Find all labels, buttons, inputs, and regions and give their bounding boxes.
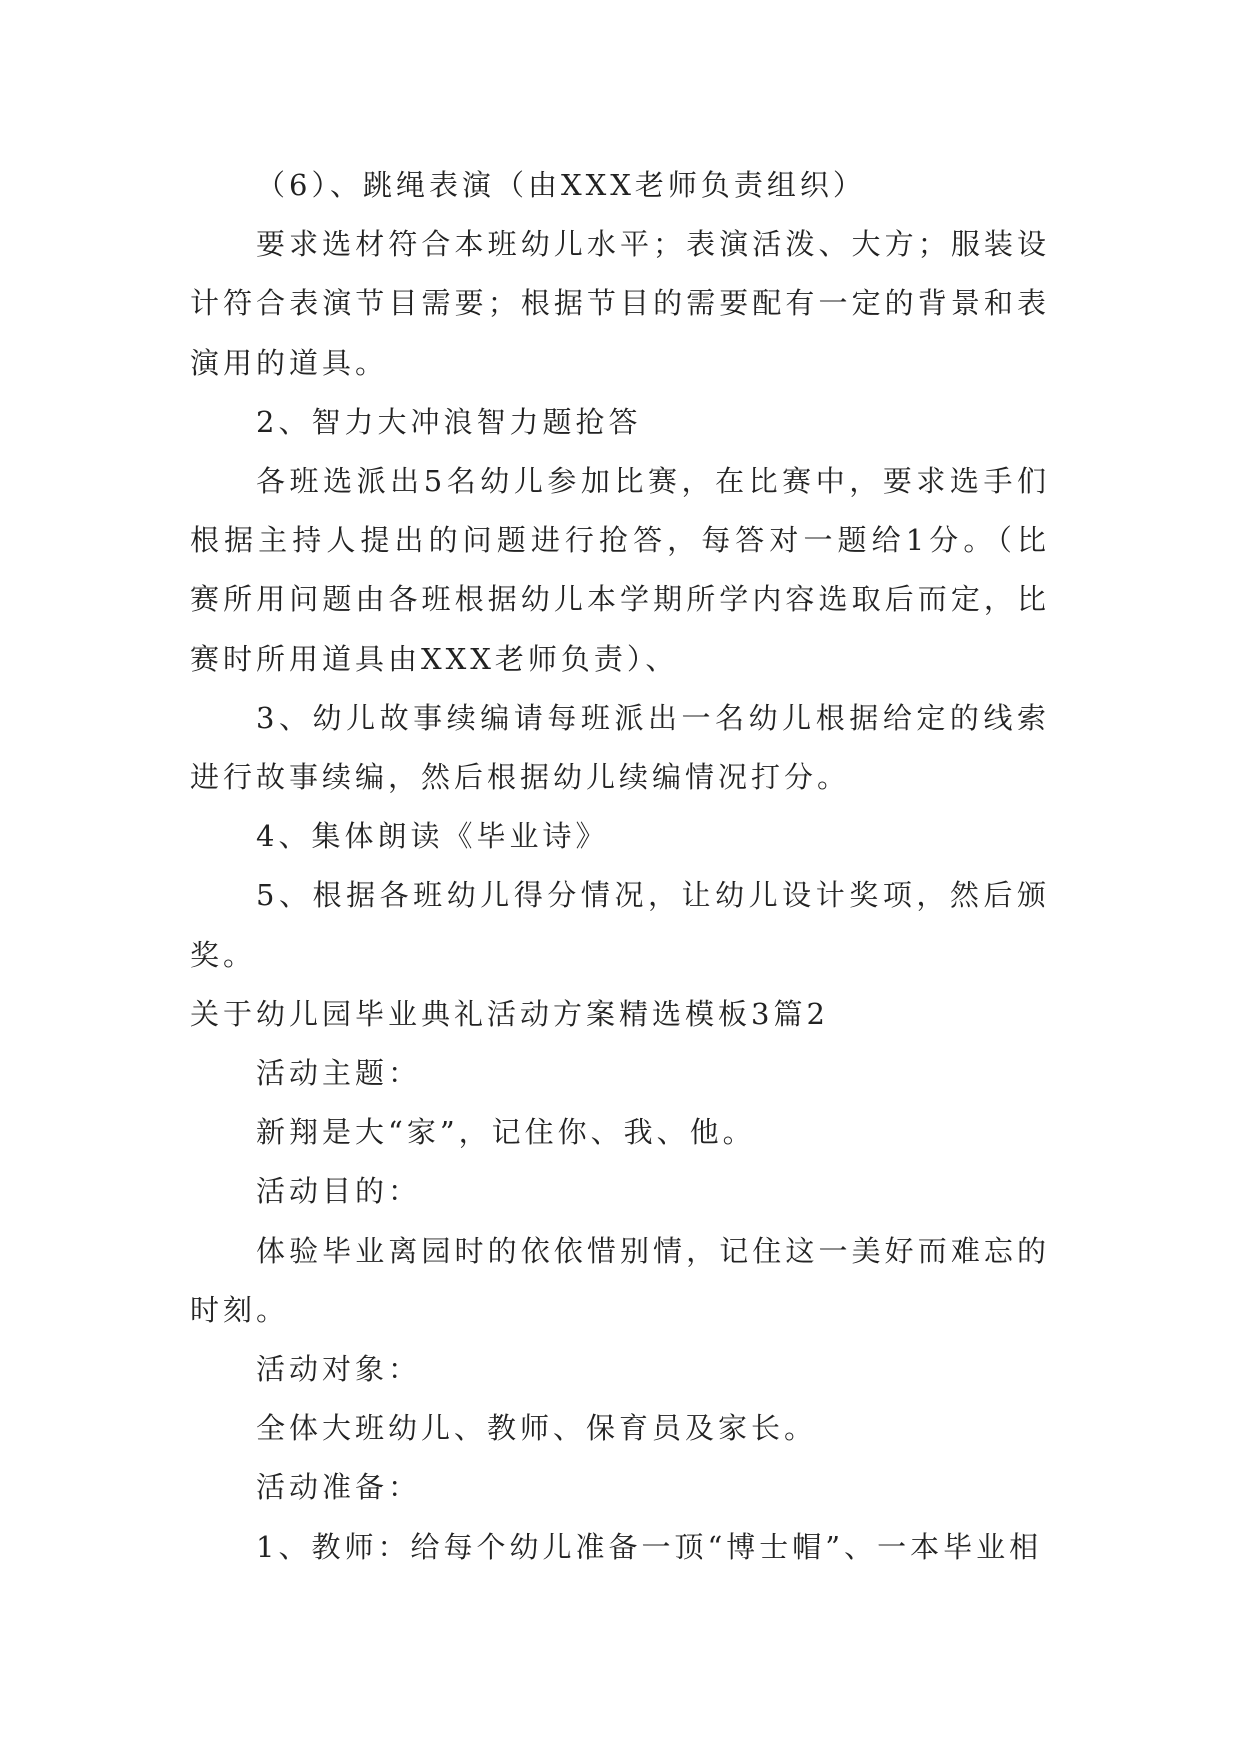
paragraph-story-continuation: 3、幼儿故事续编请每班派出一名幼儿根据给定的线索进行故事续编，然后根据幼儿续编情况打分。 (190, 700, 1050, 795)
section-title: 关于幼儿园毕业典礼活动方案精选模板3篇2 (190, 996, 829, 1031)
paragraph-theme-text: 新翔是大“家”，记住你、我、他。 (256, 1115, 756, 1150)
paragraph-preparation-label: 活动准备： (256, 1470, 422, 1505)
paragraph-performance-requirements: 要求选材符合本班幼儿水平；表演活泼、大方；服装设计符合表演节目需要；根据节目的需要配有一定的背景和表演用的道具。 (190, 227, 1050, 380)
paragraph-purpose-label: 活动目的： (256, 1174, 422, 1209)
paragraph-awards: 5、根据各班幼儿得分情况，让幼儿设计奖项，然后颁奖。 (190, 878, 1050, 972)
paragraph-audience-text: 全体大班幼儿、教师、保育员及家长。 (256, 1411, 818, 1446)
paragraph-quiz-rules: 各班选派出5名幼儿参加比赛，在比赛中，要求选手们根据主持人提出的问题进行抢答，每答对一题给1分。（比赛所用问题由各班根据幼儿本学期所学内容选取后而定，比赛时所用道具由XXX老师负责）、 (190, 464, 1050, 676)
paragraph-preparation-teacher: 1、教师：给每个幼儿准备一顶“博士帽”、一本毕业相 (256, 1529, 1043, 1564)
paragraph-purpose-text: 体验毕业离园时的依依惜别情，记住这一美好而难忘的时刻。 (190, 1233, 1050, 1327)
paragraph-quiz-heading: 2、智力大冲浪智力题抢答 (256, 404, 642, 439)
paragraph-jump-rope-show: （6）、跳绳表演（由XXX老师负责组织） (256, 168, 866, 202)
document-body (190, 156, 1050, 1577)
paragraph-group-reading: 4、集体朗读《毕业诗》 (256, 819, 609, 854)
paragraph-theme-label: 活动主题： (256, 1056, 422, 1091)
paragraph-audience-label: 活动对象： (256, 1352, 422, 1387)
